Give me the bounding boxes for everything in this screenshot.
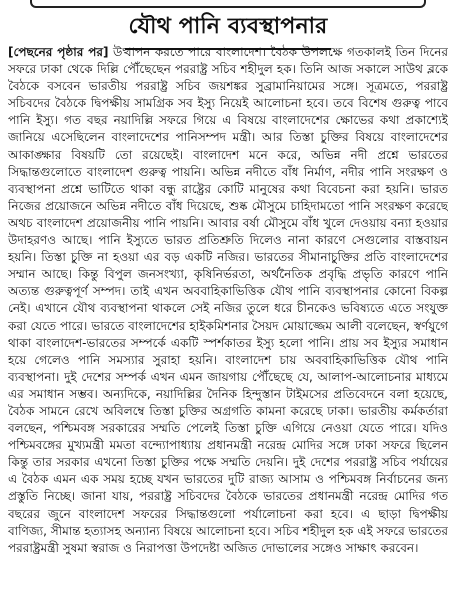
article-text: উত্থাপন করতে পারে বাংলাদেশ। বৈঠক উপলক্ষে গতকালই তিন দিনের সফরে ঢাকা থেকে দিল্লি পৌঁছেছেন পররাষ্ট্র সচিব শহীদুল হক। তিনি আজ সকালে সাউথ ব্লকে বৈঠকে বসবেন ভারতীয় পররাষ্ট্র সচিব জয়শঙ্কর সুব্রামানিয়ামের সঙ্গে। সূত্রমতে, পররাষ্ট্র সচিবদের বৈঠকে দ্বিপক্ষীয় সামগ্রিক সব ইস্যু নিয়েই আলোচনা হবে। তবে বিশেষ গুরুত্ব পাবে পানি ইস্যু। গত বছর নয়াদিল্লি সফরে গিয়ে এ বিষয়ে বাংলাদেশের ক্ষোভের কথা প্রকাশ্যেই জানিয়ে এসেছিলেন বাংলাদেশের পানিসম্পদ মন্ত্রী। আর তিস্তা চুক্তির বিষয়ে বাংলাদেশের আকাঙ্ক্ষার বিষয়টি তো রয়েছেই। বাংলাদেশ মনে করে, অভিন্ন নদী প্রশ্নে ভারতের সিদ্ধান্তগুলোতে বাংলাদেশ গুরুত্ব পায়নি। অভিন্ন নদীতে বাঁধ নির্মাণ, নদীর পানি সংরক্ষণ ও ব্যবস্থাপনা প্রশ্নে ভাটিতে থাকা বন্ধু রাষ্ট্রের কোটি মানুষের কথা বিবেচনা করা হয়নি। ভারত নিজের প্রয়োজনে অভিন্ন নদীতে বাঁধ দিয়েছে, শুষ্ক মৌসুমে চাহিদামতো পানি সংরক্ষণ করেছে অথচ বাংলাদেশ প্রয়োজনীয় পানি পায়নি। আবার বর্ষা মৌসুমে বাঁধ খুলে দেওয়ায় বন্যা হওয়ার উদাহরণও আছে। পানি ইস্যুতে ভারত প্রতিশ্রুতি দিলেও নানা কারণে সেগুলোর বাস্তবায়ন হয়নি। তিস্তা চুক্তি না হওয়া এর বড় একটি নজির। ভারতের সীমানাচুক্তির প্রতি বাংলাদেশের সম্মান আছে। কিন্তু বিপুল জনসংখ্যা, কৃষিনির্ভরতা, অর্থনৈতিক প্রবৃদ্ধি প্রভৃতি কারণে পানি অত্যন্ত গুরুত্বপূর্ণ সম্পদ। তাই এখন অববাহিকাভিত্তিক যৌথ পানি ব্যবস্থাপনার কোনো বিকল্প নেই। এখানে যৌথ ব্যবস্থাপনা থাকলে সেই নজির তুলে ধরে চীনকেও ভবিষ্যতে এতে সংযুক্ত করা যেতে পারে। ভারতে বাংলাদেশের হাইকমিশনার সৈয়দ মোয়াজ্জেম আলী বলেছেন, স্বর্ণযুগে থাকা বাংলাদেশ-ভারতের সম্পর্কে একটি স্পর্শকাতর ইস্যু হলো পানি। প্রায় সব ইস্যুর সমাধান হয়ে গেলেও পানি সমস্যার সুরাহা হয়নি। বাংলাদেশ চায় অববাহিকাভিত্তিক যৌথ পানি ব্যবস্থাপনা। দুই দেশের সম্পর্ক এখন এমন জায়গায় পৌঁছেছে যে, আলাপ-আলোচনার মাধ্যমে এর সমাধান সম্ভব। অন্যদিকে, নয়াদিল্লির দৈনিক হিন্দুস্তান টাইমসের প্রতিবেদনে বলা হয়েছে, বৈঠক সামনে রেখে অবিলম্বে তিস্তা চুক্তির অগ্রগতি কামনা করেছে ঢাকা। ভারতীয় কর্মকর্তারা বলছেন, পশ্চিমবঙ্গ সরকারের সম্মতি পেলেই তিস্তা চুক্তি এগিয়ে নেওয়া যেতে পারে। যদিও পশ্চিমবঙ্গের মুখ্যমন্ত্রী মমতা বন্দ্যোপাধ্যায় প্রধানমন্ত্রী নরেন্দ্র মোদির সঙ্গে ঢাকা সফরে ছিলেন কিন্তু তার সরকার এখনো তিস্তা চুক্তির পক্ষে সম্মতি দেয়নি। দুই দেশের পররাষ্ট্র সচিব পর্যায়ের এ বৈঠক এমন এক সময় হচ্ছে যখন ভারতের দুটি রাজ্য আসাম ও পশ্চিমবঙ্গ নির্বাচনের জন্য প্রস্তুতি নিচ্ছে। জানা যায়, পররাষ্ট্র সচিবদের বৈঠকে ভারতের প্রধানমন্ত্রী নরেন্দ্র মোদির গত বছরের জুনে বাংলাদেশ সফরের সিদ্ধান্তগুলো পর্যালোচনা করা হবে। এ ছাড়া দ্বিপক্ষীয় বাণিজ্য, সীমান্ত হত্যাসহ অন্যান্য বিষয়ে আলোচনা হবে। সচিব শহীদুল হক এই সফরে ভারতের পররাষ্ট্রমন্ত্রী সুষমা স্বরাজ ও নিরাপত্তা উপদেষ্টা অজিত দোভালের সঙ্গেও সাক্ষাৎ করবেন। [8,45,448,555]
continued-from-kicker: [পেছনের পৃষ্ঠার পর] [8,45,109,59]
article-body [8,44,448,600]
top-border-decoration [30,0,426,8]
article-title: যৌথ পানি ব্যবস্থাপনার [125,9,332,50]
